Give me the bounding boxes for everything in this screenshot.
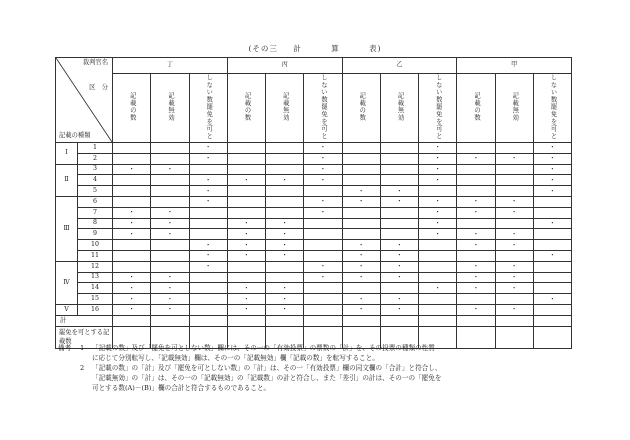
mark-cell: ・: [380, 261, 418, 272]
total-cell: [304, 315, 342, 326]
mark-cell: [419, 304, 457, 315]
mark-cell: [189, 283, 227, 294]
mark-cell: [227, 186, 265, 197]
mark-cell: [380, 218, 418, 229]
mark-cell: ・: [380, 196, 418, 207]
mark-cell: [227, 164, 265, 175]
mark-cell: ・: [151, 294, 189, 305]
mark-cell: ・: [495, 229, 533, 240]
title-word-1: 計: [293, 44, 302, 53]
sub-column-label: しない数罷免を可と: [549, 74, 557, 140]
mark-cell: ・: [304, 272, 342, 283]
mark-cell: ・: [266, 283, 304, 294]
mark-cell: ・: [533, 175, 571, 186]
mark-cell: ・: [495, 196, 533, 207]
mark-cell: ・: [342, 186, 380, 197]
mark-cell: [266, 186, 304, 197]
judge-header: 丙: [227, 58, 342, 74]
mark-cell: [457, 186, 495, 197]
sub-column-header: [113, 74, 151, 143]
mark-cell: [227, 261, 265, 272]
mark-cell: ・: [189, 196, 227, 207]
mark-cell: [419, 261, 457, 272]
mark-cell: ・: [266, 218, 304, 229]
mark-cell: [189, 207, 227, 218]
mark-cell: ・: [113, 229, 151, 240]
mark-cell: ・: [151, 207, 189, 218]
mark-cell: [113, 196, 151, 207]
mark-cell: [457, 218, 495, 229]
mark-cell: ・: [419, 229, 457, 240]
mark-cell: ・: [495, 153, 533, 164]
mark-cell: ・: [457, 261, 495, 272]
sub-column-label: 記載の数: [473, 92, 481, 122]
mark-cell: [495, 175, 533, 186]
mark-cell: ・: [304, 175, 342, 186]
mark-cell: ・: [227, 294, 265, 305]
mark-cell: ・: [380, 186, 418, 197]
mark-cell: [151, 153, 189, 164]
mark-cell: ・: [342, 261, 380, 272]
mark-cell: ・: [189, 240, 227, 251]
row-number: 15: [78, 294, 113, 305]
sub-column-label: 記載無効: [167, 92, 175, 122]
mark-cell: [266, 153, 304, 164]
mark-cell: [113, 261, 151, 272]
row-number: 9: [78, 229, 113, 240]
mark-cell: [342, 175, 380, 186]
mark-cell: ・: [113, 164, 151, 175]
mark-cell: [380, 175, 418, 186]
table-row: [56, 240, 572, 251]
mark-cell: [113, 240, 151, 251]
mark-cell: ・: [495, 240, 533, 251]
table-row: [56, 164, 572, 175]
mark-cell: ・: [266, 250, 304, 261]
mark-cell: [457, 143, 495, 154]
note-text: 「記載無効」の「計」は、その一の「記載無効」の「記載数」の計と符合し、また「差引」の計は、その一の「罷免を: [92, 374, 442, 382]
row-number: 12: [78, 261, 113, 272]
mark-cell: ・: [189, 153, 227, 164]
mark-cell: [457, 164, 495, 175]
mark-cell: ・: [151, 272, 189, 283]
mark-cell: [189, 294, 227, 305]
mark-cell: ・: [419, 143, 457, 154]
mark-cell: [495, 186, 533, 197]
mark-cell: ・: [495, 304, 533, 315]
mark-cell: [189, 164, 227, 175]
sub-column-label: 記載の数: [128, 92, 136, 122]
group-label: Ⅴ: [56, 304, 78, 315]
mark-cell: ・: [304, 261, 342, 272]
mark-cell: ・: [380, 250, 418, 261]
mark-cell: ・: [419, 283, 457, 294]
mark-cell: [380, 164, 418, 175]
mark-cell: [342, 164, 380, 175]
sub-column-header: [419, 74, 457, 143]
mark-cell: ・: [227, 240, 265, 251]
section-label: 区 分: [89, 84, 108, 91]
mark-cell: ・: [342, 304, 380, 315]
mark-cell: [227, 196, 265, 207]
sub-column-label: しない数罷免を可と: [434, 74, 442, 140]
mark-cell: ・: [380, 272, 418, 283]
mark-cell: [533, 207, 571, 218]
group-label: Ⅲ: [56, 196, 78, 261]
mark-cell: [380, 283, 418, 294]
mark-cell: ・: [419, 196, 457, 207]
mark-cell: [304, 240, 342, 251]
mark-cell: [342, 218, 380, 229]
mark-cell: ・: [113, 283, 151, 294]
total-cell: [266, 315, 304, 326]
table-row: [56, 218, 572, 229]
table-row: [56, 294, 572, 305]
mark-cell: ・: [533, 153, 571, 164]
mark-cell: [533, 261, 571, 272]
mark-cell: [227, 207, 265, 218]
mark-cell: [533, 304, 571, 315]
note-text: 可とする数(A)－(B)」欄の合計と符合するものであること。: [92, 384, 271, 392]
mark-cell: ・: [304, 196, 342, 207]
mark-cell: [266, 196, 304, 207]
mark-cell: ・: [457, 272, 495, 283]
row-number: 8: [78, 218, 113, 229]
sub-column-header: [342, 74, 380, 143]
mark-cell: ・: [113, 272, 151, 283]
mark-cell: [495, 164, 533, 175]
mark-cell: [304, 304, 342, 315]
judge-label: 裁判官名: [82, 59, 108, 66]
mark-cell: ・: [495, 261, 533, 272]
sub-column-header: [189, 74, 227, 143]
mark-cell: ・: [227, 229, 265, 240]
mark-cell: ・: [533, 143, 571, 154]
mark-cell: [151, 240, 189, 251]
mark-cell: [151, 196, 189, 207]
mark-cell: [495, 250, 533, 261]
mark-cell: ・: [419, 164, 457, 175]
sub-column-label: 記載無効: [396, 92, 404, 122]
note-text: 「記載の数」の「計」及び「罷免を可としない数」の「計」は、その一「有効投票」欄の同文欄の「合計」と符合し、: [92, 364, 442, 372]
mark-cell: ・: [113, 294, 151, 305]
mark-cell: ・: [266, 294, 304, 305]
notes-label: 備考: [58, 344, 72, 352]
mark-cell: ・: [533, 186, 571, 197]
mark-cell: [113, 153, 151, 164]
mark-cell: ・: [266, 175, 304, 186]
total-cell: [227, 315, 265, 326]
table-row: [56, 143, 572, 154]
note-text: に応じて分別転写し、「記載無効」欄は、その一の「記載無効」欄「記載の数」を転写すること。: [92, 354, 379, 362]
sub-column-header: [227, 74, 265, 143]
mark-cell: ・: [533, 164, 571, 175]
mark-cell: [151, 261, 189, 272]
table-row: [56, 196, 572, 207]
mark-cell: ・: [457, 153, 495, 164]
sub-column-label: 記載の数: [358, 92, 366, 122]
table-title: [0, 43, 630, 54]
total-cell: [419, 315, 457, 326]
mark-cell: ・: [113, 207, 151, 218]
mark-cell: ・: [227, 283, 265, 294]
mark-cell: ・: [151, 304, 189, 315]
mark-cell: [342, 153, 380, 164]
notes: [58, 343, 578, 393]
table-row: [56, 304, 572, 315]
mark-cell: ・: [457, 240, 495, 251]
mark-cell: [457, 294, 495, 305]
total-row: [56, 315, 572, 326]
mark-cell: ・: [380, 240, 418, 251]
table-row: [56, 175, 572, 186]
sub-column-label: 記載無効: [511, 92, 519, 122]
mark-cell: ・: [495, 207, 533, 218]
row-number: 2: [78, 153, 113, 164]
row-number: 1: [78, 143, 113, 154]
judge-header: 丁: [113, 58, 228, 74]
mark-cell: ・: [457, 207, 495, 218]
total-cell: [342, 315, 380, 326]
total-cell: [113, 315, 151, 326]
sub-column-label: しない数罷免を可と: [205, 74, 213, 140]
sub-column-header: [151, 74, 189, 143]
mark-cell: [304, 229, 342, 240]
mark-cell: [419, 186, 457, 197]
row-number: 16: [78, 304, 113, 315]
mark-cell: [189, 218, 227, 229]
total-cell: [457, 315, 495, 326]
note-number: 1: [80, 344, 85, 352]
table-body: [56, 143, 572, 349]
note-number: 2: [80, 364, 85, 372]
mark-cell: [380, 229, 418, 240]
mark-cell: ・: [113, 218, 151, 229]
mark-cell: ・: [419, 175, 457, 186]
mark-cell: [151, 186, 189, 197]
header-corner: [56, 58, 113, 143]
mark-cell: [533, 196, 571, 207]
mark-cell: ・: [227, 218, 265, 229]
mark-cell: [266, 164, 304, 175]
row-number: 6: [78, 196, 113, 207]
mark-cell: [266, 272, 304, 283]
sub-header-row: [56, 74, 572, 143]
mark-cell: ・: [266, 304, 304, 315]
mark-cell: ・: [457, 304, 495, 315]
mark-cell: [304, 186, 342, 197]
title-word-2: 算: [331, 44, 340, 53]
table-row: [56, 207, 572, 218]
mark-cell: [227, 153, 265, 164]
mark-cell: [495, 143, 533, 154]
total-cell: [380, 315, 418, 326]
mark-cell: ・: [533, 294, 571, 305]
mark-cell: ・: [151, 164, 189, 175]
sub-column-header: [495, 74, 533, 143]
mark-cell: ・: [533, 250, 571, 261]
mark-cell: ・: [495, 272, 533, 283]
mark-cell: [533, 272, 571, 283]
mark-cell: ・: [189, 261, 227, 272]
title-prefix: (その三: [248, 44, 278, 53]
mark-cell: ・: [495, 283, 533, 294]
ratio-label: 罷免を可とする記載数: [56, 326, 113, 348]
mark-cell: ・: [227, 304, 265, 315]
mark-cell: [495, 294, 533, 305]
row-number: 14: [78, 283, 113, 294]
mark-cell: ・: [380, 294, 418, 305]
total-cell: [533, 315, 571, 326]
mark-cell: ・: [419, 207, 457, 218]
mark-cell: [227, 143, 265, 154]
mark-cell: [533, 229, 571, 240]
note-text: 「記載の数」及び「罷免を可としない数」欄には、その一の「有効投票」の票数の「計」を、その投票の種類の性質: [92, 344, 435, 352]
mark-cell: [304, 283, 342, 294]
total-cell: [189, 315, 227, 326]
mark-cell: ・: [304, 153, 342, 164]
group-label: Ⅳ: [56, 261, 78, 304]
table-row: [56, 283, 572, 294]
mark-cell: [457, 175, 495, 186]
mark-cell: ・: [419, 218, 457, 229]
mark-cell: ・: [151, 229, 189, 240]
mark-cell: [266, 207, 304, 218]
mark-cell: ・: [189, 175, 227, 186]
total-label: 計: [56, 315, 113, 326]
mark-cell: [380, 153, 418, 164]
mark-cell: [419, 240, 457, 251]
mark-cell: [304, 218, 342, 229]
mark-cell: [189, 304, 227, 315]
table-row: [56, 186, 572, 197]
mark-cell: [113, 186, 151, 197]
mark-cell: [189, 229, 227, 240]
corner-diagonal: [56, 58, 112, 142]
mark-cell: [113, 175, 151, 186]
mark-cell: ・: [189, 143, 227, 154]
mark-cell: [419, 272, 457, 283]
mark-cell: [266, 261, 304, 272]
mark-cell: ・: [342, 294, 380, 305]
mark-cell: ・: [151, 283, 189, 294]
row-number: 5: [78, 186, 113, 197]
sub-column-header: [266, 74, 304, 143]
mark-cell: [380, 143, 418, 154]
table-row: [56, 272, 572, 283]
mark-cell: ・: [304, 143, 342, 154]
mark-cell: [227, 272, 265, 283]
mark-cell: ・: [304, 164, 342, 175]
sub-column-label: 記載無効: [281, 92, 289, 122]
mark-cell: [151, 250, 189, 261]
total-cell: [151, 315, 189, 326]
type-label: 記載の種類: [59, 131, 91, 139]
mark-cell: [419, 294, 457, 305]
row-number: 11: [78, 250, 113, 261]
table-row: [56, 229, 572, 240]
group-label: Ⅱ: [56, 164, 78, 196]
mark-cell: ・: [342, 196, 380, 207]
sub-column-header: [304, 74, 342, 143]
title-word-3: 表): [369, 44, 382, 53]
row-number: 7: [78, 207, 113, 218]
mark-cell: [304, 250, 342, 261]
sub-column-label: 記載の数: [243, 92, 251, 122]
mark-cell: ・: [227, 175, 265, 186]
mark-cell: [419, 250, 457, 261]
mark-cell: [113, 143, 151, 154]
mark-cell: [533, 240, 571, 251]
mark-cell: [342, 143, 380, 154]
row-number: 3: [78, 164, 113, 175]
mark-cell: [266, 143, 304, 154]
mark-cell: ・: [457, 229, 495, 240]
mark-cell: ・: [304, 207, 342, 218]
table-row: [56, 261, 572, 272]
mark-cell: [113, 250, 151, 261]
mark-cell: ・: [189, 186, 227, 197]
table-row: [56, 153, 572, 164]
mark-cell: ・: [380, 304, 418, 315]
sub-column-label: しない数罷免を可と: [320, 74, 328, 140]
row-number: 4: [78, 175, 113, 186]
sub-column-header: [457, 74, 495, 143]
mark-cell: ・: [189, 250, 227, 261]
mark-cell: ・: [227, 250, 265, 261]
mark-cell: [189, 272, 227, 283]
calculation-table: [55, 57, 572, 349]
mark-cell: [457, 250, 495, 261]
mark-cell: ・: [151, 218, 189, 229]
mark-cell: [342, 229, 380, 240]
mark-cell: [151, 143, 189, 154]
total-cell: [495, 315, 533, 326]
mark-cell: [495, 218, 533, 229]
mark-cell: ・: [342, 272, 380, 283]
mark-cell: ・: [533, 218, 571, 229]
mark-cell: ・: [419, 153, 457, 164]
mark-cell: [380, 207, 418, 218]
mark-cell: [533, 283, 571, 294]
mark-cell: ・: [266, 229, 304, 240]
mark-cell: [304, 294, 342, 305]
mark-cell: [342, 207, 380, 218]
mark-cell: ・: [113, 304, 151, 315]
table-row: [56, 250, 572, 261]
judge-header: 甲: [457, 58, 572, 74]
row-number: 10: [78, 240, 113, 251]
sub-column-header: [380, 74, 418, 143]
judge-header: 乙: [342, 58, 457, 74]
group-label: Ⅰ: [56, 143, 78, 165]
row-number: 13: [78, 272, 113, 283]
mark-cell: ・: [457, 196, 495, 207]
mark-cell: [342, 283, 380, 294]
mark-cell: ・: [342, 250, 380, 261]
mark-cell: ・: [342, 240, 380, 251]
sub-column-header: [533, 74, 571, 143]
mark-cell: ・: [266, 240, 304, 251]
mark-cell: ・: [457, 283, 495, 294]
mark-cell: [151, 175, 189, 186]
